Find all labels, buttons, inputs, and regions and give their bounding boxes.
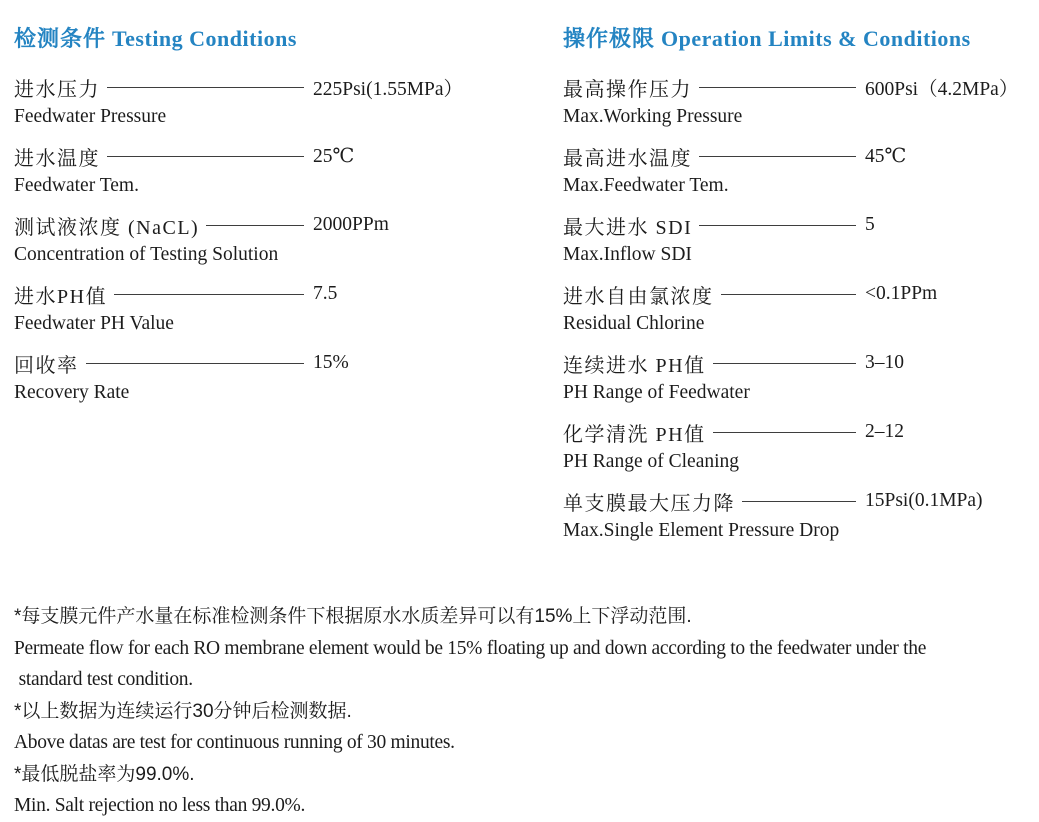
spec-label-zh: 化学清洗 PH值	[563, 423, 706, 446]
spec-row	[563, 488, 1029, 546]
spec-label-en: Max.Working Pressure	[563, 106, 743, 127]
spec-label-zh: 最高操作压力	[563, 78, 692, 101]
operation-limits-rows	[563, 74, 1029, 546]
spec-label-en: Max.Single Element Pressure Drop	[563, 520, 840, 541]
footnote-line: Min. Salt rejection no less than 99.0%.	[14, 795, 306, 816]
spec-label-en: Residual Chlorine	[563, 313, 705, 334]
spec-main-line	[563, 350, 1029, 376]
leader-line	[107, 156, 304, 157]
operation-limits-title	[563, 22, 1029, 53]
spec-row	[563, 419, 1029, 477]
spec-value: 2–12	[865, 421, 904, 442]
spec-label-zh: 进水PH值	[14, 285, 108, 308]
spec-label-zh: 最大进水 SDI	[563, 216, 693, 239]
spec-label-zh: 测试液浓度 (NaCL)	[14, 216, 200, 239]
spec-value: 7.5	[313, 283, 338, 304]
spec-label-en: Max.Inflow SDI	[563, 244, 692, 265]
spec-main-line	[563, 74, 1029, 100]
spec-value: 600Psi（4.2MPa）	[865, 79, 1019, 100]
spec-label-en: Concentration of Testing Solution	[14, 244, 279, 265]
footnotes-block	[14, 601, 1024, 822]
operation-limits-section	[563, 22, 1029, 557]
footnote-line: *最低脱盐率为99.0%.	[14, 763, 195, 785]
spec-row	[14, 74, 470, 132]
spec-value: <0.1PPm	[865, 283, 938, 304]
leader-line	[713, 363, 856, 364]
testing-conditions-title-en: Testing Conditions	[112, 26, 297, 51]
footnote-line: Permeate flow for each RO membrane element would be 15% floating up and down according to the feedwater under the	[14, 637, 927, 659]
spec-row	[14, 212, 470, 270]
spec-main-line	[563, 419, 1029, 445]
spec-row	[563, 350, 1029, 408]
spec-value: 25℃	[313, 146, 355, 167]
leader-line	[114, 294, 304, 295]
spec-main-line	[563, 281, 1029, 307]
spec-label-zh: 进水压力	[14, 78, 100, 101]
spec-label-en: PH Range of Cleaning	[563, 451, 740, 472]
spec-label-en: Feedwater Tem.	[14, 175, 139, 196]
spec-main-line	[14, 281, 470, 307]
leader-line	[699, 156, 856, 157]
operation-limits-title-en: Operation Limits & Conditions	[661, 26, 971, 51]
spec-main-line	[563, 212, 1029, 238]
spec-main-line	[14, 143, 470, 169]
spec-label-zh: 回收率	[14, 354, 79, 377]
footnote-line: standard test condition.	[14, 669, 193, 690]
leader-line	[721, 294, 857, 295]
spec-main-line	[563, 143, 1029, 169]
spec-value: 3–10	[865, 352, 904, 373]
spec-value: 15Psi(0.1MPa)	[865, 490, 983, 511]
spec-row	[563, 143, 1029, 201]
footnote-line: Above datas are test for continuous running of 30 minutes.	[14, 732, 455, 753]
spec-row	[563, 212, 1029, 270]
spec-label-zh: 进水自由氯浓度	[563, 285, 714, 308]
testing-conditions-title-zh: 检测条件	[14, 26, 107, 51]
testing-conditions-rows	[14, 74, 470, 408]
spec-label-zh: 单支膜最大压力降	[563, 492, 735, 515]
leader-line	[699, 87, 856, 88]
spec-label-en: PH Range of Feedwater	[563, 382, 750, 403]
leader-line	[206, 225, 304, 226]
spec-value: 225Psi(1.55MPa）	[313, 79, 464, 100]
spec-row	[14, 143, 470, 201]
spec-row	[563, 281, 1029, 339]
spec-row	[14, 350, 470, 408]
operation-limits-title-zh: 操作极限	[563, 26, 656, 51]
leader-line	[107, 87, 304, 88]
spec-label-en: Feedwater Pressure	[14, 106, 167, 127]
testing-conditions-section	[14, 22, 470, 419]
footnote-line: *以上数据为连续运行30分钟后检测数据.	[14, 700, 352, 722]
leader-line	[713, 432, 856, 433]
spec-value: 45℃	[865, 146, 907, 167]
spec-main-line	[563, 488, 1029, 514]
leader-line	[699, 225, 856, 226]
spec-label-zh: 连续进水 PH值	[563, 354, 706, 377]
spec-row	[563, 74, 1029, 132]
leader-line	[742, 501, 856, 502]
spec-value: 2000PPm	[313, 214, 389, 235]
spec-label-zh: 进水温度	[14, 147, 100, 170]
spec-value: 5	[865, 214, 875, 235]
spec-label-en: Recovery Rate	[14, 382, 130, 403]
testing-conditions-title	[14, 22, 470, 53]
spec-main-line	[14, 212, 470, 238]
spec-main-line	[14, 74, 470, 100]
spec-label-zh: 最高进水温度	[563, 147, 692, 170]
spec-row	[14, 281, 470, 339]
spec-label-en: Max.Feedwater Tem.	[563, 175, 729, 196]
spec-main-line	[14, 350, 470, 376]
footnote-line: *每支膜元件产水量在标准检测条件下根据原水水质差异可以有15%上下浮动范围.	[14, 606, 692, 627]
leader-line	[86, 363, 305, 364]
spec-label-en: Feedwater PH Value	[14, 313, 174, 334]
spec-value: 15%	[313, 352, 349, 373]
